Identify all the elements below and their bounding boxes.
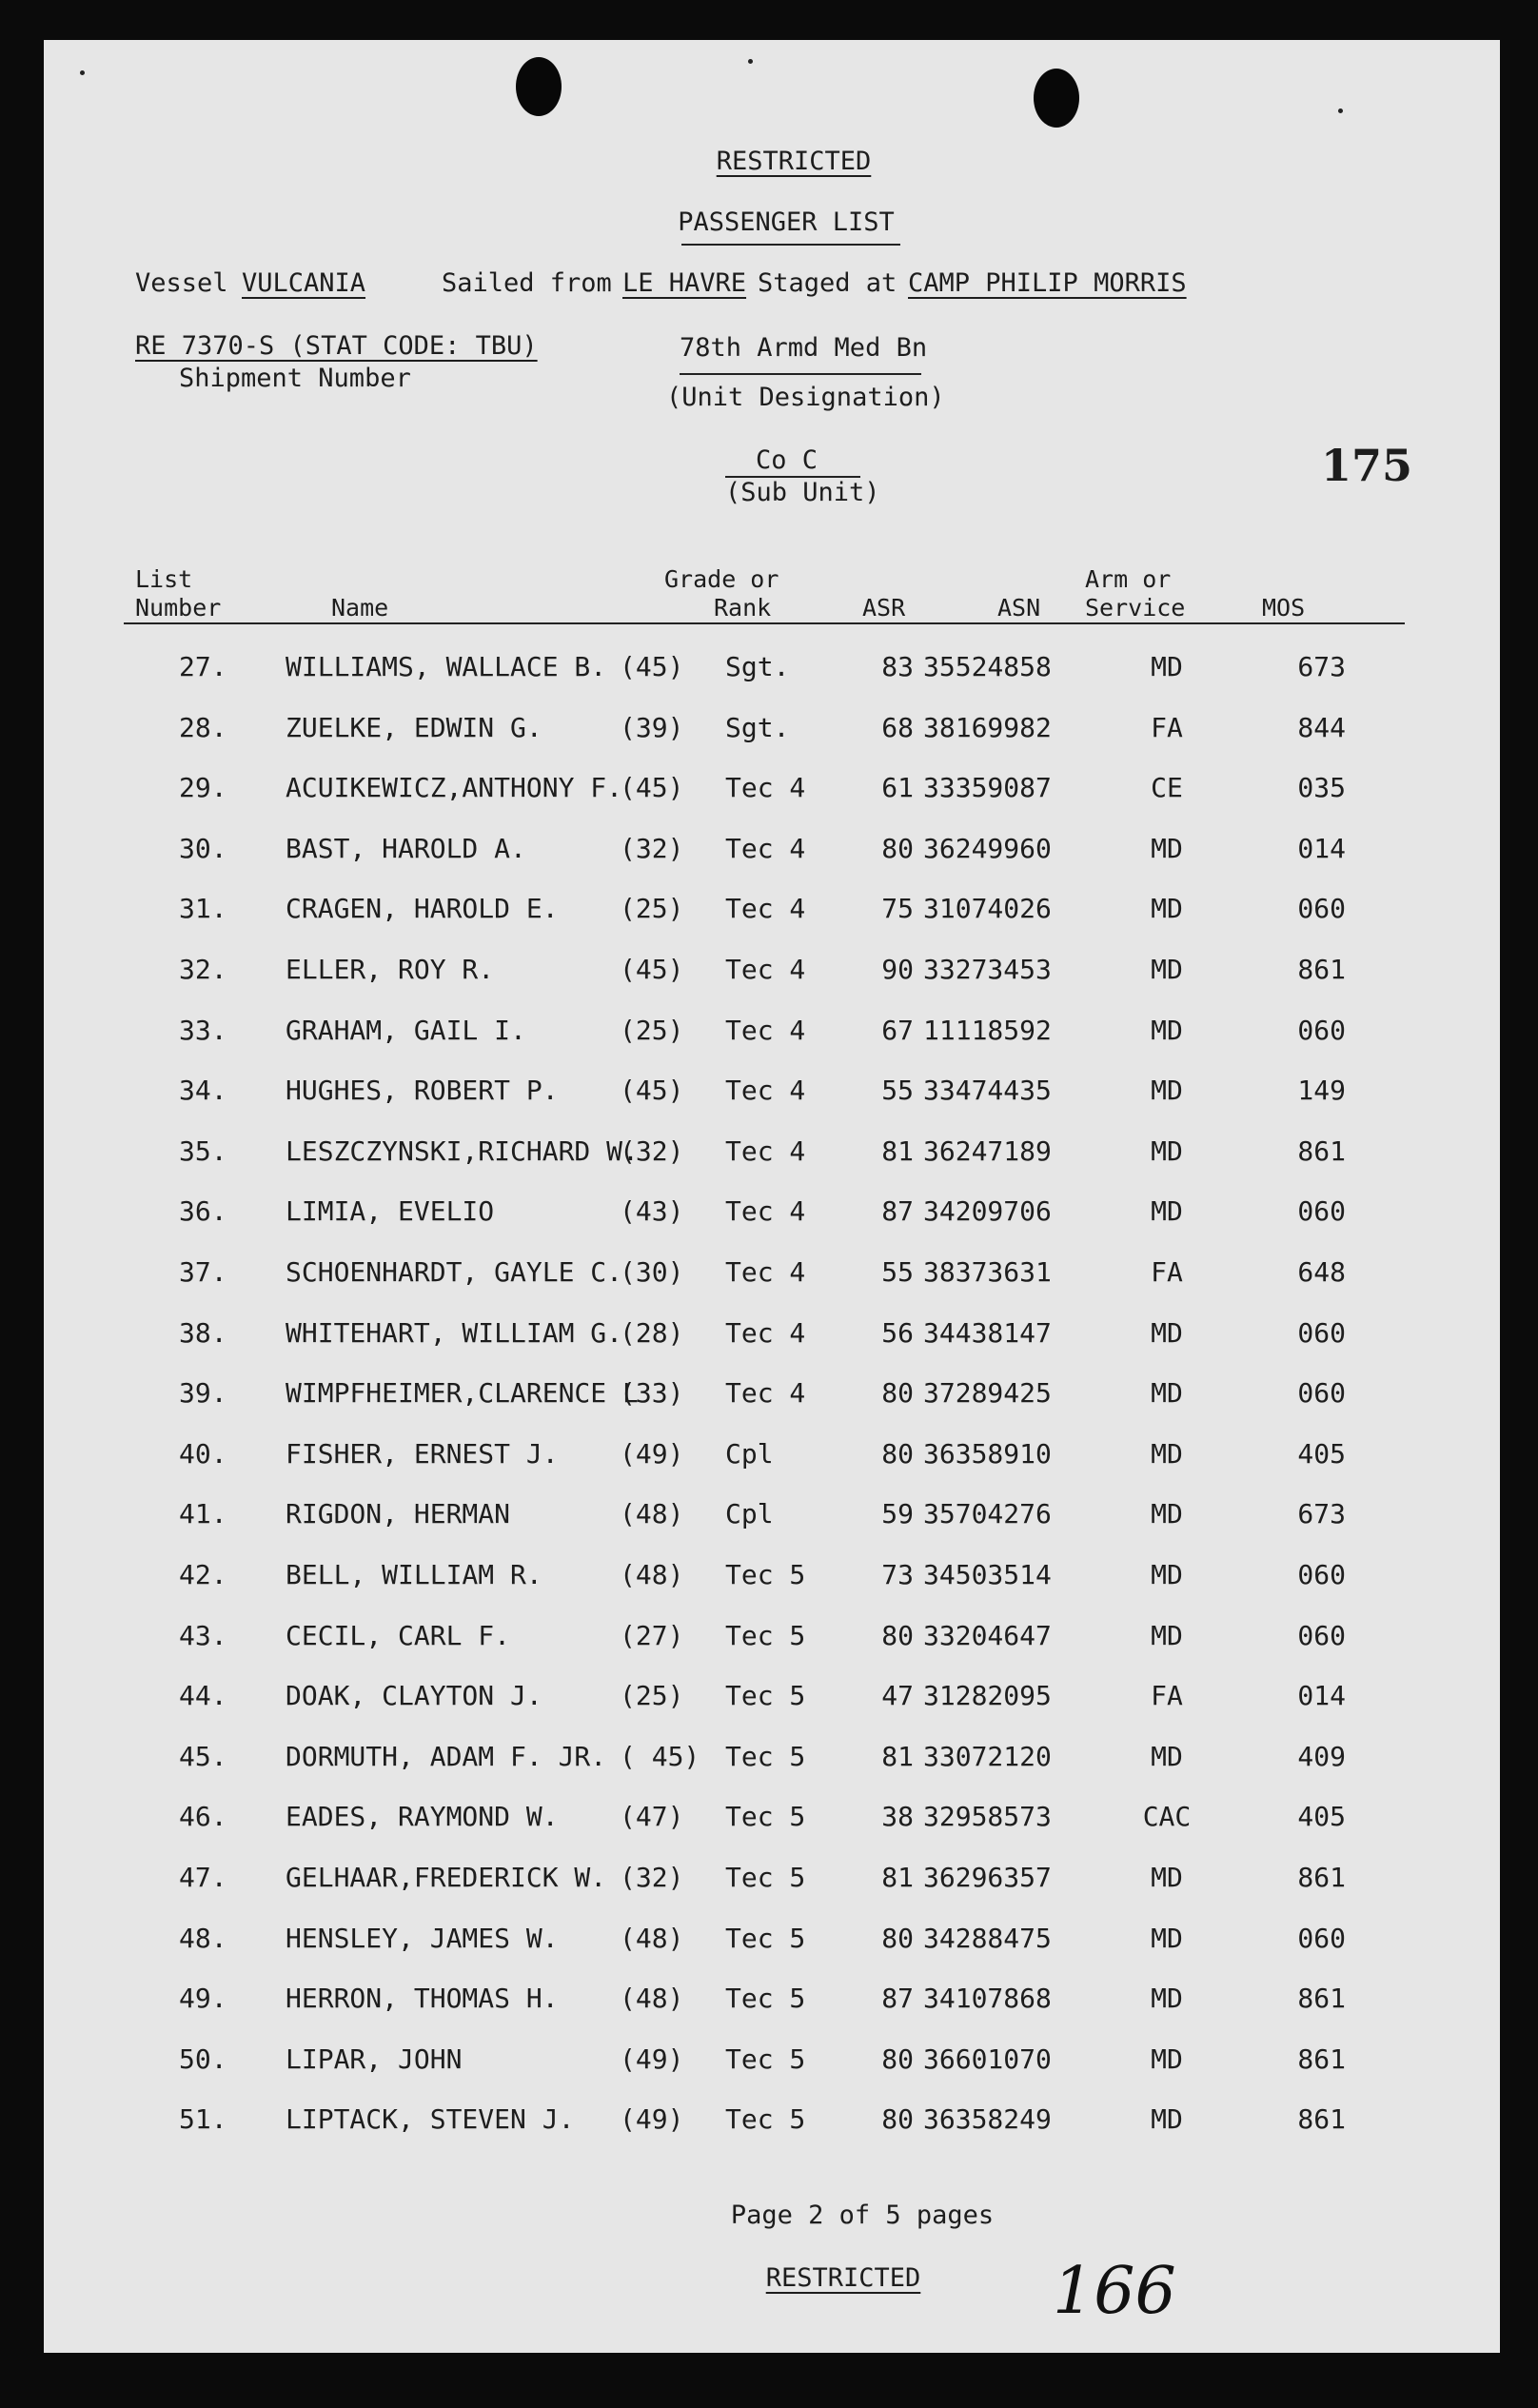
punch-hole	[516, 57, 562, 116]
cell-num: 44.	[179, 1680, 227, 1711]
cell-asr: 80	[881, 833, 914, 864]
cell-name: BELL, WILLIAM R.	[286, 1559, 542, 1590]
cell-num: 47.	[179, 1862, 227, 1893]
cell-mos: 861	[1297, 1983, 1346, 2014]
cell-num: 34.	[179, 1075, 227, 1106]
cell-name: CRAGEN, HAROLD E.	[286, 893, 559, 924]
cell-asn: 33072120	[923, 1741, 1052, 1772]
cell-name: BAST, HAROLD A.	[286, 833, 526, 864]
cell-mos: 861	[1297, 1862, 1346, 1893]
cell-asr: 80	[881, 1923, 914, 1954]
cell-mos: 035	[1297, 772, 1346, 803]
cell-asr: 59	[881, 1498, 914, 1530]
cell-rank: Tec 4	[725, 893, 806, 924]
cell-asn: 36358910	[923, 1438, 1052, 1470]
sailed-value: LE HAVRE	[622, 268, 747, 298]
cell-name: GRAHAM, GAIL I.	[286, 1015, 526, 1046]
cell-mos: 060	[1297, 1195, 1346, 1227]
page-footer: Page 2 of 5 pages	[730, 2201, 995, 2230]
cell-asn: 36247189	[923, 1135, 1052, 1167]
cell-rank: Tec 5	[725, 2103, 806, 2135]
cell-asn: 38373631	[923, 1256, 1052, 1288]
cell-num: 45.	[179, 1741, 227, 1772]
cell-asn: 11118592	[923, 1015, 1052, 1046]
table-row	[44, 1317, 1500, 1358]
header-arm: Arm or	[1085, 565, 1172, 593]
cell-arm: MD	[1151, 1015, 1183, 1046]
cell-arm: MD	[1151, 1075, 1183, 1106]
cell-name: LIPTACK, STEVEN J.	[286, 2103, 575, 2135]
cell-name: ELLER, ROY R.	[286, 954, 495, 985]
cell-asr: 38	[881, 1801, 914, 1832]
header-grade: Grade or	[664, 565, 779, 593]
cell-name: WILLIAMS, WALLACE B.	[286, 651, 607, 682]
cell-age: (45)	[620, 954, 684, 985]
header-arm: Service	[1085, 594, 1186, 622]
table-row	[44, 1195, 1500, 1236]
cell-rank: Tec 5	[725, 1741, 806, 1772]
shipment-number-label: Shipment Number	[179, 364, 411, 393]
unit-underline	[680, 373, 921, 375]
shipment-number-value: RE 7370-S (STAT CODE: TBU)	[135, 331, 538, 361]
cell-age: (47)	[620, 1801, 684, 1832]
cell-arm: MD	[1151, 954, 1183, 985]
cell-name: HENSLEY, JAMES W.	[286, 1923, 559, 1954]
cell-mos: 844	[1297, 712, 1346, 743]
cell-age: (27)	[620, 1620, 684, 1651]
cell-asr: 73	[881, 1559, 914, 1590]
cell-num: 27.	[179, 651, 227, 682]
cell-arm: MD	[1151, 1377, 1183, 1409]
cell-asr: 87	[881, 1195, 914, 1227]
cell-asr: 68	[881, 712, 914, 743]
header-rule	[124, 622, 1405, 624]
handwritten-note: 166	[1053, 2254, 1176, 2329]
cell-mos: 861	[1297, 1135, 1346, 1167]
cell-rank: Tec 4	[725, 1015, 806, 1046]
cell-asn: 34438147	[923, 1317, 1052, 1349]
document-page	[44, 40, 1500, 2353]
cell-name: HERRON, THOMAS H.	[286, 1983, 559, 2014]
cell-asr: 80	[881, 1438, 914, 1470]
classification-top: RESTRICTED	[716, 147, 872, 176]
cell-name: RIGDON, HERMAN	[286, 1498, 511, 1530]
cell-asr: 80	[881, 1377, 914, 1409]
classification-bottom: RESTRICTED	[765, 2263, 921, 2293]
cell-mos: 405	[1297, 1801, 1346, 1832]
table-row	[44, 1377, 1500, 1418]
cell-mos: 149	[1297, 1075, 1346, 1106]
cell-mos: 060	[1297, 1559, 1346, 1590]
cell-rank: Tec 5	[725, 1559, 806, 1590]
cell-mos: 060	[1297, 1923, 1346, 1954]
cell-age: (32)	[620, 1135, 684, 1167]
cell-asr: 56	[881, 1317, 914, 1349]
table-row	[44, 712, 1500, 753]
cell-rank: Tec 5	[725, 1983, 806, 2014]
cell-num: 48.	[179, 1923, 227, 1954]
speck	[1338, 109, 1343, 113]
cell-rank: Tec 4	[725, 1075, 806, 1106]
cell-asr: 80	[881, 1620, 914, 1651]
cell-asn: 34209706	[923, 1195, 1052, 1227]
cell-num: 41.	[179, 1498, 227, 1530]
table-row	[44, 1985, 1500, 2023]
cell-num: 40.	[179, 1438, 227, 1470]
cell-asr: 61	[881, 772, 914, 803]
cell-age: (48)	[620, 1923, 684, 1954]
cell-name: CECIL, CARL F.	[286, 1620, 511, 1651]
cell-age: (32)	[620, 1862, 684, 1893]
cell-num: 28.	[179, 712, 227, 743]
cell-name: LIMIA, EVELIO	[286, 1195, 495, 1227]
table-row	[44, 1862, 1500, 1903]
sailed-label: Sailed from	[442, 268, 612, 298]
title-underline	[681, 244, 900, 246]
staged-label: Staged at	[758, 268, 897, 298]
cell-num: 30.	[179, 833, 227, 864]
cell-arm: MD	[1151, 2103, 1183, 2135]
cell-asn: 34288475	[923, 1923, 1052, 1954]
cell-arm: CAC	[1142, 1801, 1192, 1832]
cell-rank: Cpl	[725, 1498, 774, 1530]
cell-asr: 80	[881, 2043, 914, 2075]
cell-asn: 38169982	[923, 712, 1052, 743]
cell-arm: FA	[1151, 1680, 1183, 1711]
cell-arm: MD	[1151, 1862, 1183, 1893]
cell-asn: 33359087	[923, 772, 1052, 803]
cell-num: 43.	[179, 1620, 227, 1651]
cell-asn: 33204647	[923, 1620, 1052, 1651]
cell-mos: 861	[1297, 954, 1346, 985]
header-asn: ASN	[997, 594, 1041, 622]
table-row	[44, 1741, 1500, 1782]
table-row	[44, 954, 1500, 995]
cell-rank: Tec 4	[725, 1317, 806, 1349]
document-title: PASSENGER LIST	[678, 207, 895, 237]
cell-asr: 87	[881, 1983, 914, 2014]
cell-asn: 36296357	[923, 1862, 1052, 1893]
cell-asr: 81	[881, 1135, 914, 1167]
cell-age: (49)	[620, 2103, 684, 2135]
header-mos: MOS	[1262, 594, 1306, 622]
cell-rank: Tec 4	[725, 954, 806, 985]
cell-arm: MD	[1151, 651, 1183, 682]
cell-asn: 32958573	[923, 1801, 1052, 1832]
table-row	[44, 1620, 1500, 1661]
cell-asn: 36601070	[923, 2043, 1052, 2075]
cell-arm: FA	[1151, 1256, 1183, 1288]
sub-unit-value: Co C	[756, 445, 818, 475]
cell-rank: Tec 4	[725, 1377, 806, 1409]
table-row	[44, 893, 1500, 934]
cell-arm: FA	[1151, 712, 1183, 743]
speck	[748, 59, 753, 64]
cell-arm: MD	[1151, 1559, 1183, 1590]
cell-age: (43)	[620, 1195, 684, 1227]
cell-name: LESZCZYNSKI,RICHARD W.	[286, 1135, 639, 1167]
cell-mos: 861	[1297, 2043, 1346, 2075]
cell-mos: 673	[1297, 1498, 1346, 1530]
staged-value: CAMP PHILIP MORRIS	[908, 268, 1187, 298]
cell-arm: MD	[1151, 1923, 1183, 1954]
table-row	[44, 1017, 1500, 1056]
cell-num: 49.	[179, 1983, 227, 2014]
header-list-number: Number	[135, 594, 222, 622]
cell-rank: Tec 4	[725, 1256, 806, 1288]
cell-asr: 81	[881, 1862, 914, 1893]
cell-asn: 34503514	[923, 1559, 1052, 1590]
cell-age: ( 45)	[620, 1741, 700, 1772]
table-row	[44, 1135, 1500, 1176]
table-row	[44, 1925, 1500, 1964]
table-row	[44, 772, 1500, 813]
vessel-value: VULCANIA	[242, 268, 366, 298]
cell-num: 37.	[179, 1256, 227, 1288]
cell-arm: MD	[1151, 1983, 1183, 2014]
cell-age: (48)	[620, 1559, 684, 1590]
cell-num: 33.	[179, 1015, 227, 1046]
cell-num: 51.	[179, 2103, 227, 2135]
cell-asn: 35524858	[923, 651, 1052, 682]
cell-asr: 55	[881, 1075, 914, 1106]
punch-hole	[1034, 69, 1079, 128]
cell-num: 42.	[179, 1559, 227, 1590]
cell-rank: Tec 5	[725, 1923, 806, 1954]
cell-name: GELHAAR,FREDERICK W.	[286, 1862, 607, 1893]
table-row	[44, 1559, 1500, 1600]
cell-rank: Tec 5	[725, 2043, 806, 2075]
cell-mos: 648	[1297, 1256, 1346, 1288]
cell-arm: CE	[1151, 772, 1183, 803]
cell-rank: Tec 5	[725, 1620, 806, 1651]
cell-mos: 673	[1297, 651, 1346, 682]
cell-name: WIMPFHEIMER,CLARENCE L	[286, 1377, 639, 1409]
cell-age: (30)	[620, 1256, 684, 1288]
table-row	[44, 651, 1500, 692]
cell-name: EADES, RAYMOND W.	[286, 1801, 559, 1832]
unit-designation-value: 78th Armd Med Bn	[680, 333, 928, 363]
cell-mos: 405	[1297, 1438, 1346, 1470]
cell-name: ZUELKE, EDWIN G.	[286, 712, 542, 743]
cell-age: (32)	[620, 833, 684, 864]
cell-arm: MD	[1151, 1195, 1183, 1227]
cell-num: 39.	[179, 1377, 227, 1409]
cell-name: DORMUTH, ADAM F. JR.	[286, 1741, 607, 1772]
cell-arm: MD	[1151, 1498, 1183, 1530]
table-row	[44, 833, 1500, 874]
cell-arm: MD	[1151, 1620, 1183, 1651]
cell-asn: 33273453	[923, 954, 1052, 985]
cell-name: SCHOENHARDT, GAYLE C.	[286, 1256, 623, 1288]
cell-arm: MD	[1151, 833, 1183, 864]
cell-arm: MD	[1151, 1438, 1183, 1470]
cell-mos: 060	[1297, 893, 1346, 924]
cell-asr: 47	[881, 1680, 914, 1711]
cell-rank: Sgt.	[725, 651, 790, 682]
cell-asr: 75	[881, 893, 914, 924]
cell-age: (49)	[620, 2043, 684, 2075]
cell-age: (28)	[620, 1317, 684, 1349]
cell-age: (25)	[620, 893, 684, 924]
cell-num: 31.	[179, 893, 227, 924]
cell-age: (48)	[620, 1983, 684, 2014]
table-row	[44, 2103, 1500, 2144]
cell-age: (25)	[620, 1015, 684, 1046]
cell-name: FISHER, ERNEST J.	[286, 1438, 559, 1470]
cell-rank: Cpl	[725, 1438, 774, 1470]
header-list-number: List	[135, 565, 193, 593]
cell-name: DOAK, CLAYTON J.	[286, 1680, 542, 1711]
cell-arm: MD	[1151, 1135, 1183, 1167]
cell-age: (45)	[620, 651, 684, 682]
cell-mos: 861	[1297, 2103, 1346, 2135]
document-number: 175	[1321, 440, 1413, 491]
cell-rank: Sgt.	[725, 712, 790, 743]
cell-asn: 31282095	[923, 1680, 1052, 1711]
cell-mos: 014	[1297, 833, 1346, 864]
cell-asr: 83	[881, 651, 914, 682]
cell-asr: 55	[881, 1256, 914, 1288]
cell-num: 35.	[179, 1135, 227, 1167]
cell-mos: 014	[1297, 1680, 1346, 1711]
cell-arm: MD	[1151, 2043, 1183, 2075]
table-row	[44, 1256, 1500, 1297]
table-row	[44, 1077, 1500, 1115]
cell-asr: 90	[881, 954, 914, 985]
cell-age: (45)	[620, 772, 684, 803]
cell-mos: 060	[1297, 1377, 1346, 1409]
cell-num: 29.	[179, 772, 227, 803]
header-grade: Rank	[714, 594, 772, 622]
cell-mos: 409	[1297, 1741, 1346, 1772]
cell-asn: 35704276	[923, 1498, 1052, 1530]
cell-asn: 36249960	[923, 833, 1052, 864]
unit-designation-label: (Unit Designation)	[666, 383, 945, 412]
cell-mos: 060	[1297, 1317, 1346, 1349]
cell-name: HUGHES, ROBERT P.	[286, 1075, 559, 1106]
table-row	[44, 1801, 1500, 1842]
vessel-label: Vessel	[135, 268, 228, 298]
header-asr: ASR	[862, 594, 906, 622]
cell-num: 50.	[179, 2043, 227, 2075]
cell-asn: 33474435	[923, 1075, 1052, 1106]
cell-age: (45)	[620, 1075, 684, 1106]
speck	[80, 70, 85, 75]
table-row	[44, 2043, 1500, 2084]
cell-age: (39)	[620, 712, 684, 743]
cell-rank: Tec 5	[725, 1801, 806, 1832]
table-row	[44, 1438, 1500, 1479]
cell-asr: 67	[881, 1015, 914, 1046]
cell-asn: 37289425	[923, 1377, 1052, 1409]
table-row	[44, 1680, 1500, 1721]
cell-rank: Tec 4	[725, 1195, 806, 1227]
cell-mos: 060	[1297, 1015, 1346, 1046]
cell-num: 32.	[179, 954, 227, 985]
cell-name: ACUIKEWICZ,ANTHONY F.	[286, 772, 623, 803]
cell-rank: Tec 4	[725, 772, 806, 803]
cell-num: 38.	[179, 1317, 227, 1349]
table-row	[44, 1498, 1500, 1539]
cell-name: LIPAR, JOHN	[286, 2043, 463, 2075]
cell-asn: 34107868	[923, 1983, 1052, 2014]
cell-arm: MD	[1151, 893, 1183, 924]
cell-rank: Tec 5	[725, 1680, 806, 1711]
cell-age: (33)	[620, 1377, 684, 1409]
cell-asn: 31074026	[923, 893, 1052, 924]
cell-num: 46.	[179, 1801, 227, 1832]
cell-age: (49)	[620, 1438, 684, 1470]
cell-asr: 80	[881, 2103, 914, 2135]
cell-age: (48)	[620, 1498, 684, 1530]
cell-num: 36.	[179, 1195, 227, 1227]
cell-asn: 36358249	[923, 2103, 1052, 2135]
sub-unit-label: (Sub Unit)	[725, 478, 880, 507]
cell-mos: 060	[1297, 1620, 1346, 1651]
cell-rank: Tec 5	[725, 1862, 806, 1893]
cell-arm: MD	[1151, 1741, 1183, 1772]
cell-name: WHITEHART, WILLIAM G.	[286, 1317, 623, 1349]
cell-rank: Tec 4	[725, 833, 806, 864]
header-name: Name	[331, 594, 389, 622]
cell-asr: 81	[881, 1741, 914, 1772]
cell-arm: MD	[1151, 1317, 1183, 1349]
cell-age: (25)	[620, 1680, 684, 1711]
cell-rank: Tec 4	[725, 1135, 806, 1167]
